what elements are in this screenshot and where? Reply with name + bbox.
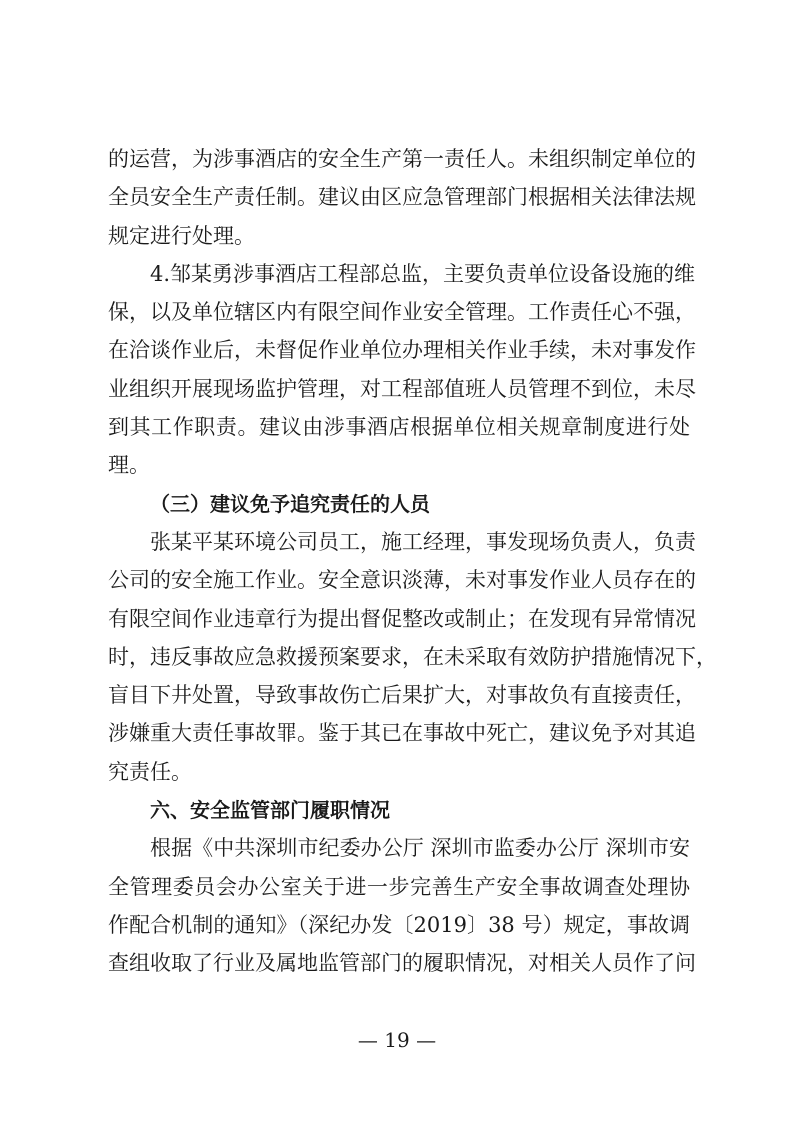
section-heading: 六、安全监管部门履职情况 xyxy=(150,798,390,823)
paragraph-line: 盲目下井处置，导致事故伤亡后果扩大，对事故负有直接责任， xyxy=(108,683,696,708)
page-number: — 19 — xyxy=(357,1028,437,1052)
paragraph-line: 到其工作职责。建议由涉事酒店根据单位相关规章制度进行处 xyxy=(108,415,690,440)
paragraph-line: 时，违反事故应急救援预案要求，在未采取有效防护措施情况下， xyxy=(108,644,717,669)
paragraph-line: 规定进行处理。 xyxy=(108,223,255,248)
paragraph-line: 保，以及单位辖区内有限空间作业安全管理。工作责任心不强， xyxy=(108,300,696,325)
paragraph-line: 业组织开展现场监护管理，对工程部值班人员管理不到位，未尽 xyxy=(108,376,696,401)
paragraph-line: 的运营，为涉事酒店的安全生产第一责任人。未组织制定单位的 xyxy=(108,147,696,171)
body-text xyxy=(108,140,717,983)
paragraph-line: 涉嫌重大责任事故罪。鉴于其已在事故中死亡，建议免予对其追 xyxy=(108,721,696,746)
paragraph-line: 全员安全生产责任制。建议由区应急管理部门根据相关法律法规 xyxy=(108,185,696,210)
paragraph-line: 公司的安全施工作业。安全意识淡薄，未对事发作业人员存在的 xyxy=(108,568,696,593)
paragraph-line: 4.邹某勇涉事酒店工程部总监，主要负责单位设备设施的维 xyxy=(150,261,696,286)
section-heading: （三）建议免予追究责任的人员 xyxy=(150,491,430,516)
paragraph-line: 有限空间作业违章行为提出督促整改或制止；在发现有异常情况 xyxy=(108,606,696,631)
paragraph-line: 理。 xyxy=(108,453,150,478)
paragraph-line: 究责任。 xyxy=(108,759,192,784)
paragraph-line: 张某平某环境公司员工，施工经理，事发现场负责人，负责 xyxy=(150,529,696,554)
paragraph-line: 在洽谈作业后，未督促作业单位办理相关作业手续，未对事发作 xyxy=(108,338,696,363)
paragraph-line: 作配合机制的通知》（深纪办发〔2019〕38 号）规定，事故调 xyxy=(108,912,690,937)
paragraph-line: 查组收取了行业及属地监管部门的履职情况，对相关人员作了问 xyxy=(108,951,696,976)
paragraph-line: 全管理委员会办公室关于进一步完善生产安全事故调查处理协 xyxy=(108,874,690,899)
paragraph-line: 根据《中共深圳市纪委办公厅 深圳市监委办公厅 深圳市安 xyxy=(150,836,690,861)
